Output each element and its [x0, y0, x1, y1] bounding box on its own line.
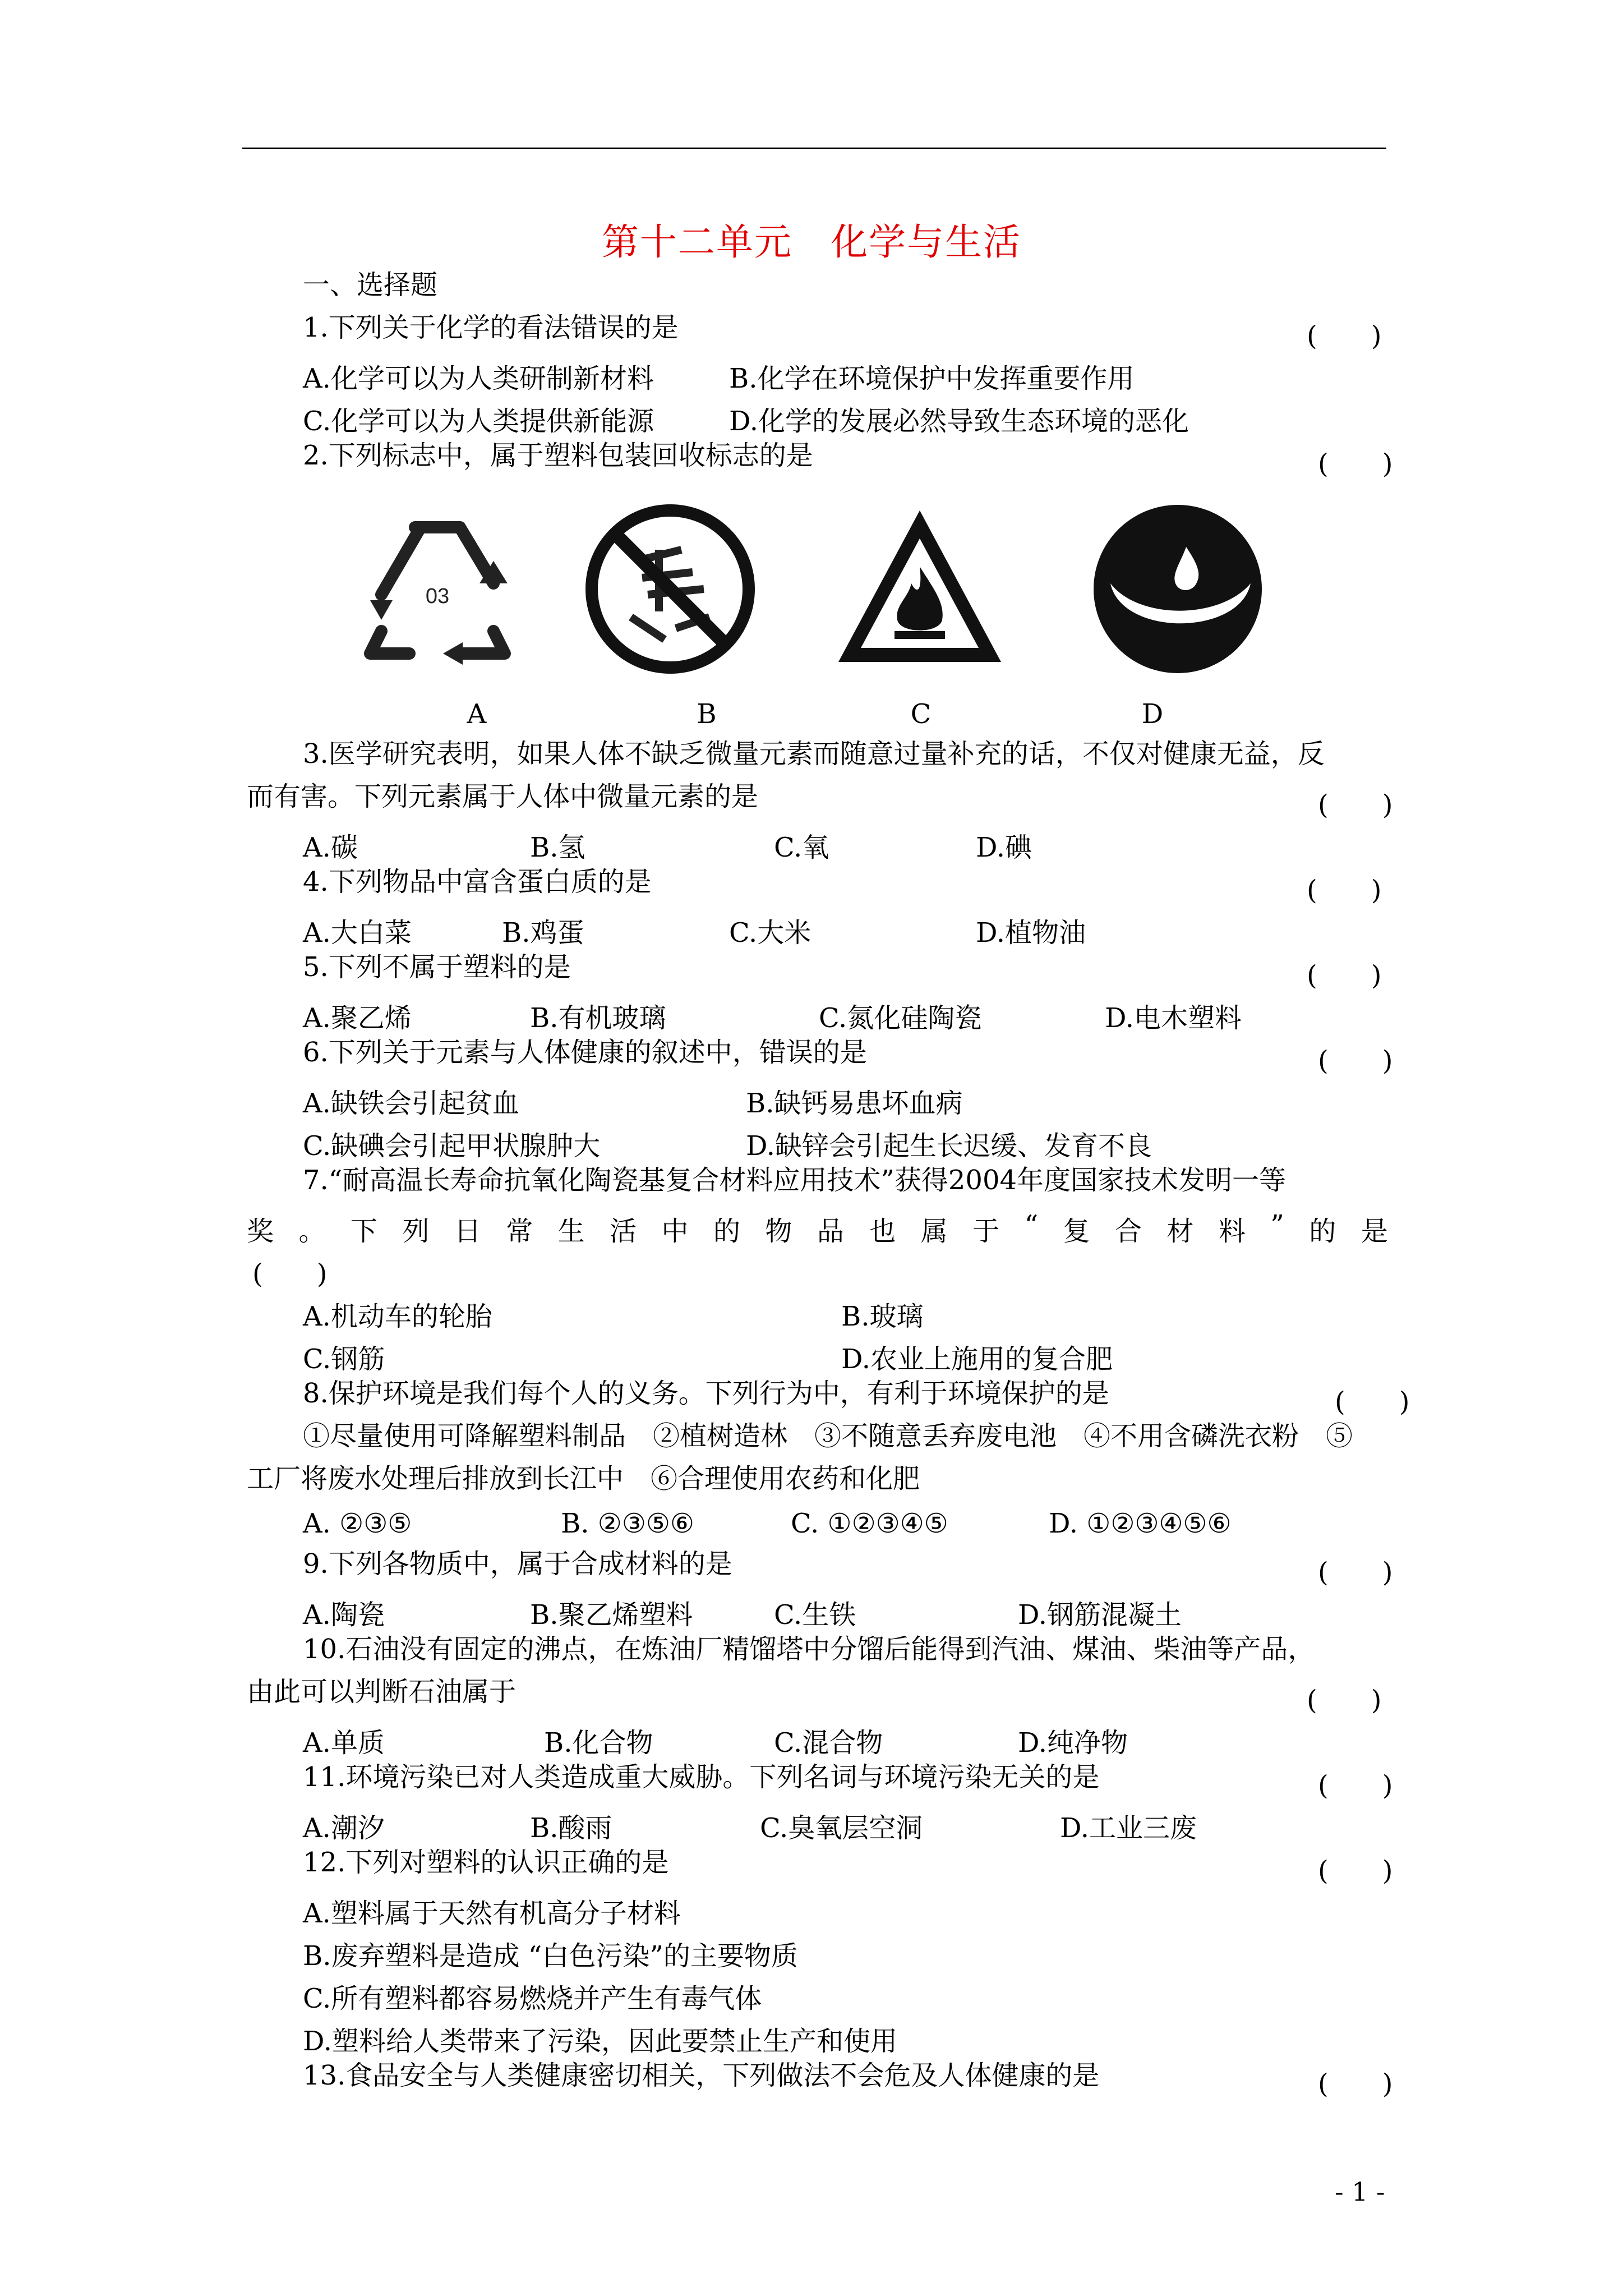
- q5-option-b: B.有机玻璃: [530, 1002, 666, 1034]
- answer-blank: ( ): [252, 1258, 328, 1290]
- q11-option-d: D.工业三废: [1060, 1812, 1197, 1844]
- flammable-warning-sign: [830, 499, 1009, 679]
- q8-items-cont: 工厂将废水处理后排放到长江中 ⑥合理使用农药和化肥: [247, 1463, 920, 1494]
- q12-option-a: A.塑料属于天然有机高分子材料: [303, 1898, 681, 1929]
- sign-label-d: D: [1141, 698, 1164, 730]
- answer-blank: ( ): [1318, 1045, 1393, 1076]
- q9-option-d: D.钢筋混凝土: [1018, 1599, 1182, 1631]
- stem-char: 奖: [247, 1216, 274, 1247]
- question-8-stem: 8.保护环境是我们每个人的义务。下列行为中，有利于环境保护的是: [303, 1378, 1109, 1409]
- answer-blank: ( ): [1318, 1557, 1393, 1588]
- sign-label-a: A: [467, 698, 487, 730]
- stem-char: 也: [869, 1216, 896, 1247]
- question-7-stem: 7.“耐高温长寿命抗氧化陶瓷基复合材料应用技术”获得2004年度国家技术发明一等: [303, 1165, 1287, 1196]
- question-4-stem: 4.下列物品中富含蛋白质的是: [303, 866, 652, 898]
- q5-option-c: C.氮化硅陶瓷: [819, 1002, 982, 1034]
- recycle-triangle-sign: [348, 499, 527, 679]
- answer-blank: ( ): [1307, 320, 1382, 352]
- q11-option-a: A.潮汐: [303, 1812, 385, 1844]
- q12-option-c: C.所有塑料都容易燃烧并产生有毒气体: [303, 1983, 762, 2014]
- q5-option-d: D.电木塑料: [1105, 1002, 1242, 1034]
- header-rule: [242, 148, 1386, 149]
- q1-option-a: A.化学可以为人类研制新材料: [303, 363, 654, 394]
- q1-option-d: D.化学的发展必然导致生态环境的恶化: [729, 406, 1189, 437]
- q9-option-c: C.生铁: [774, 1599, 856, 1631]
- q3-option-a: A.碳: [303, 832, 358, 863]
- q10-option-d: D.纯净物: [1018, 1727, 1128, 1759]
- stem-char: 合: [1114, 1216, 1142, 1247]
- answer-blank: ( ): [1307, 960, 1382, 991]
- stem-char: 。: [298, 1216, 326, 1247]
- water-saving-sign: [1088, 499, 1267, 679]
- q7-option-d: D.农业上施用的复合肥: [841, 1343, 1113, 1375]
- recycle-code: 03: [425, 585, 450, 608]
- stem-char: 中: [661, 1216, 689, 1247]
- stem-char: ”: [1270, 1209, 1284, 1241]
- q6-option-d: D.缺锌会引起生长迟缓、发育不良: [746, 1130, 1152, 1162]
- q4-option-b: B.鸡蛋: [502, 917, 584, 949]
- q8-option-c: C. ①②③④⑤: [791, 1508, 948, 1539]
- question-2-stem: 2.下列标志中，属于塑料包装回收标志的是: [303, 440, 813, 471]
- q3-option-c: C.氧: [774, 832, 829, 863]
- stem-char: 是: [1361, 1216, 1388, 1247]
- q5-option-a: A.聚乙烯: [303, 1002, 412, 1034]
- question-7-stem-justified: [247, 1209, 1388, 1248]
- q11-option-c: C.臭氧层空洞: [760, 1812, 923, 1844]
- answer-blank: ( ): [1318, 2068, 1393, 2100]
- q12-option-b: B.废弃塑料是造成 “白色污染”的主要物质: [303, 1940, 798, 1972]
- q10-option-a: A.单质: [303, 1727, 385, 1759]
- q12-option-d: D.塑料给人类带来了污染，因此要禁止生产和使用: [303, 2026, 898, 2057]
- q9-option-a: A.陶瓷: [303, 1599, 385, 1631]
- q4-option-d: D.植物油: [976, 917, 1086, 949]
- q10-option-b: B.化合物: [544, 1727, 653, 1759]
- q7-option-c: C.钢筋: [303, 1343, 385, 1375]
- q6-option-c: C.缺碘会引起甲状腺肿大: [303, 1130, 601, 1162]
- stem-char: 生: [557, 1216, 585, 1247]
- q1-option-b: B.化学在环境保护中发挥重要作用: [729, 363, 1135, 394]
- sign-label-c: C: [910, 698, 932, 730]
- q6-option-a: A.缺铁会引起贫血: [303, 1088, 519, 1119]
- stem-char: 料: [1218, 1216, 1246, 1247]
- q8-option-b: B. ②③⑤⑥: [561, 1508, 694, 1539]
- stem-char: 常: [506, 1216, 533, 1247]
- q3-option-b: B.氢: [530, 832, 585, 863]
- q6-option-b: B.缺钙易患坏血病: [746, 1088, 963, 1119]
- stem-char: 的: [713, 1216, 740, 1247]
- stem-char: “: [1024, 1209, 1039, 1241]
- answer-blank: ( ): [1307, 1685, 1382, 1716]
- stem-char: 于: [972, 1216, 1000, 1247]
- stem-char: 活: [610, 1216, 637, 1247]
- q4-option-a: A.大白菜: [303, 917, 412, 949]
- q8-option-a: A. ②③⑤: [303, 1508, 412, 1539]
- question-11-stem: 11.环境污染已对人类造成重大威胁。下列名词与环境污染无关的是: [303, 1761, 1100, 1793]
- q3-option-d: D.碘: [976, 832, 1032, 863]
- answer-blank: ( ): [1318, 1855, 1393, 1887]
- q8-option-d: D. ①②③④⑤⑥: [1049, 1508, 1232, 1539]
- stem-char: 的: [1309, 1216, 1336, 1247]
- stem-char: 日: [454, 1216, 481, 1247]
- sign-label-b: B: [697, 698, 717, 730]
- answer-blank: ( ): [1318, 1770, 1393, 1801]
- question-3-stem: 3.医学研究表明，如果人体不缺乏微量元素而随意过量补充的话，不仅对健康无益，反: [303, 738, 1325, 770]
- question-12-stem: 12.下列对塑料的认识正确的是: [303, 1847, 669, 1878]
- stem-char: 品: [817, 1216, 844, 1247]
- answer-blank: ( ): [1318, 448, 1393, 480]
- question-13-stem: 13.食品安全与人类健康密切相关，下列做法不会危及人体健康的是: [303, 2060, 1100, 2091]
- q9-option-b: B.聚乙烯塑料: [530, 1599, 693, 1631]
- q8-items: ①尽量使用可降解塑料制品 ②植树造林 ③不随意丢弃废电池 ④不用含磷洗衣粉 ⑤: [303, 1420, 1353, 1452]
- stem-char: 列: [402, 1216, 430, 1247]
- question-3-stem-cont: 而有害。下列元素属于人体中微量元素的是: [247, 781, 759, 812]
- question-10-stem: 10.石油没有固定的沸点，在炼油厂精馏塔中分馏后能得到汽油、煤油、柴油等产品，: [303, 1634, 1315, 1665]
- question-10-stem-cont: 由此可以判断石油属于: [247, 1676, 517, 1708]
- question-1-stem: 1.下列关于化学的看法错误的是: [303, 312, 679, 343]
- q11-option-b: B.酸雨: [530, 1812, 612, 1844]
- section-heading: 一、选择题: [303, 269, 438, 301]
- q10-option-c: C.混合物: [774, 1727, 883, 1759]
- no-dumping-sign: [580, 499, 760, 679]
- answer-blank: ( ): [1307, 875, 1382, 906]
- page-number: - 1 -: [1335, 2177, 1385, 2207]
- q4-option-c: C.大米: [729, 917, 811, 949]
- q7-option-b: B.玻璃: [841, 1301, 924, 1332]
- answer-blank: ( ): [1335, 1386, 1410, 1418]
- stem-char: 下: [350, 1216, 377, 1247]
- question-9-stem: 9.下列各物质中，属于合成材料的是: [303, 1548, 732, 1580]
- stem-char: 复: [1063, 1216, 1090, 1247]
- stem-char: 属: [920, 1216, 948, 1247]
- q1-option-c: C.化学可以为人类提供新能源: [303, 406, 654, 437]
- question-6-stem: 6.下列关于元素与人体健康的叙述中，错误的是: [303, 1037, 867, 1068]
- question-5-stem: 5.下列不属于塑料的是: [303, 951, 571, 983]
- answer-blank: ( ): [1318, 789, 1393, 821]
- stem-char: 材: [1166, 1216, 1194, 1247]
- stem-char: 物: [765, 1216, 792, 1247]
- page-title: 第十二单元 化学与生活: [602, 220, 1021, 264]
- q7-option-a: A.机动车的轮胎: [303, 1301, 492, 1332]
